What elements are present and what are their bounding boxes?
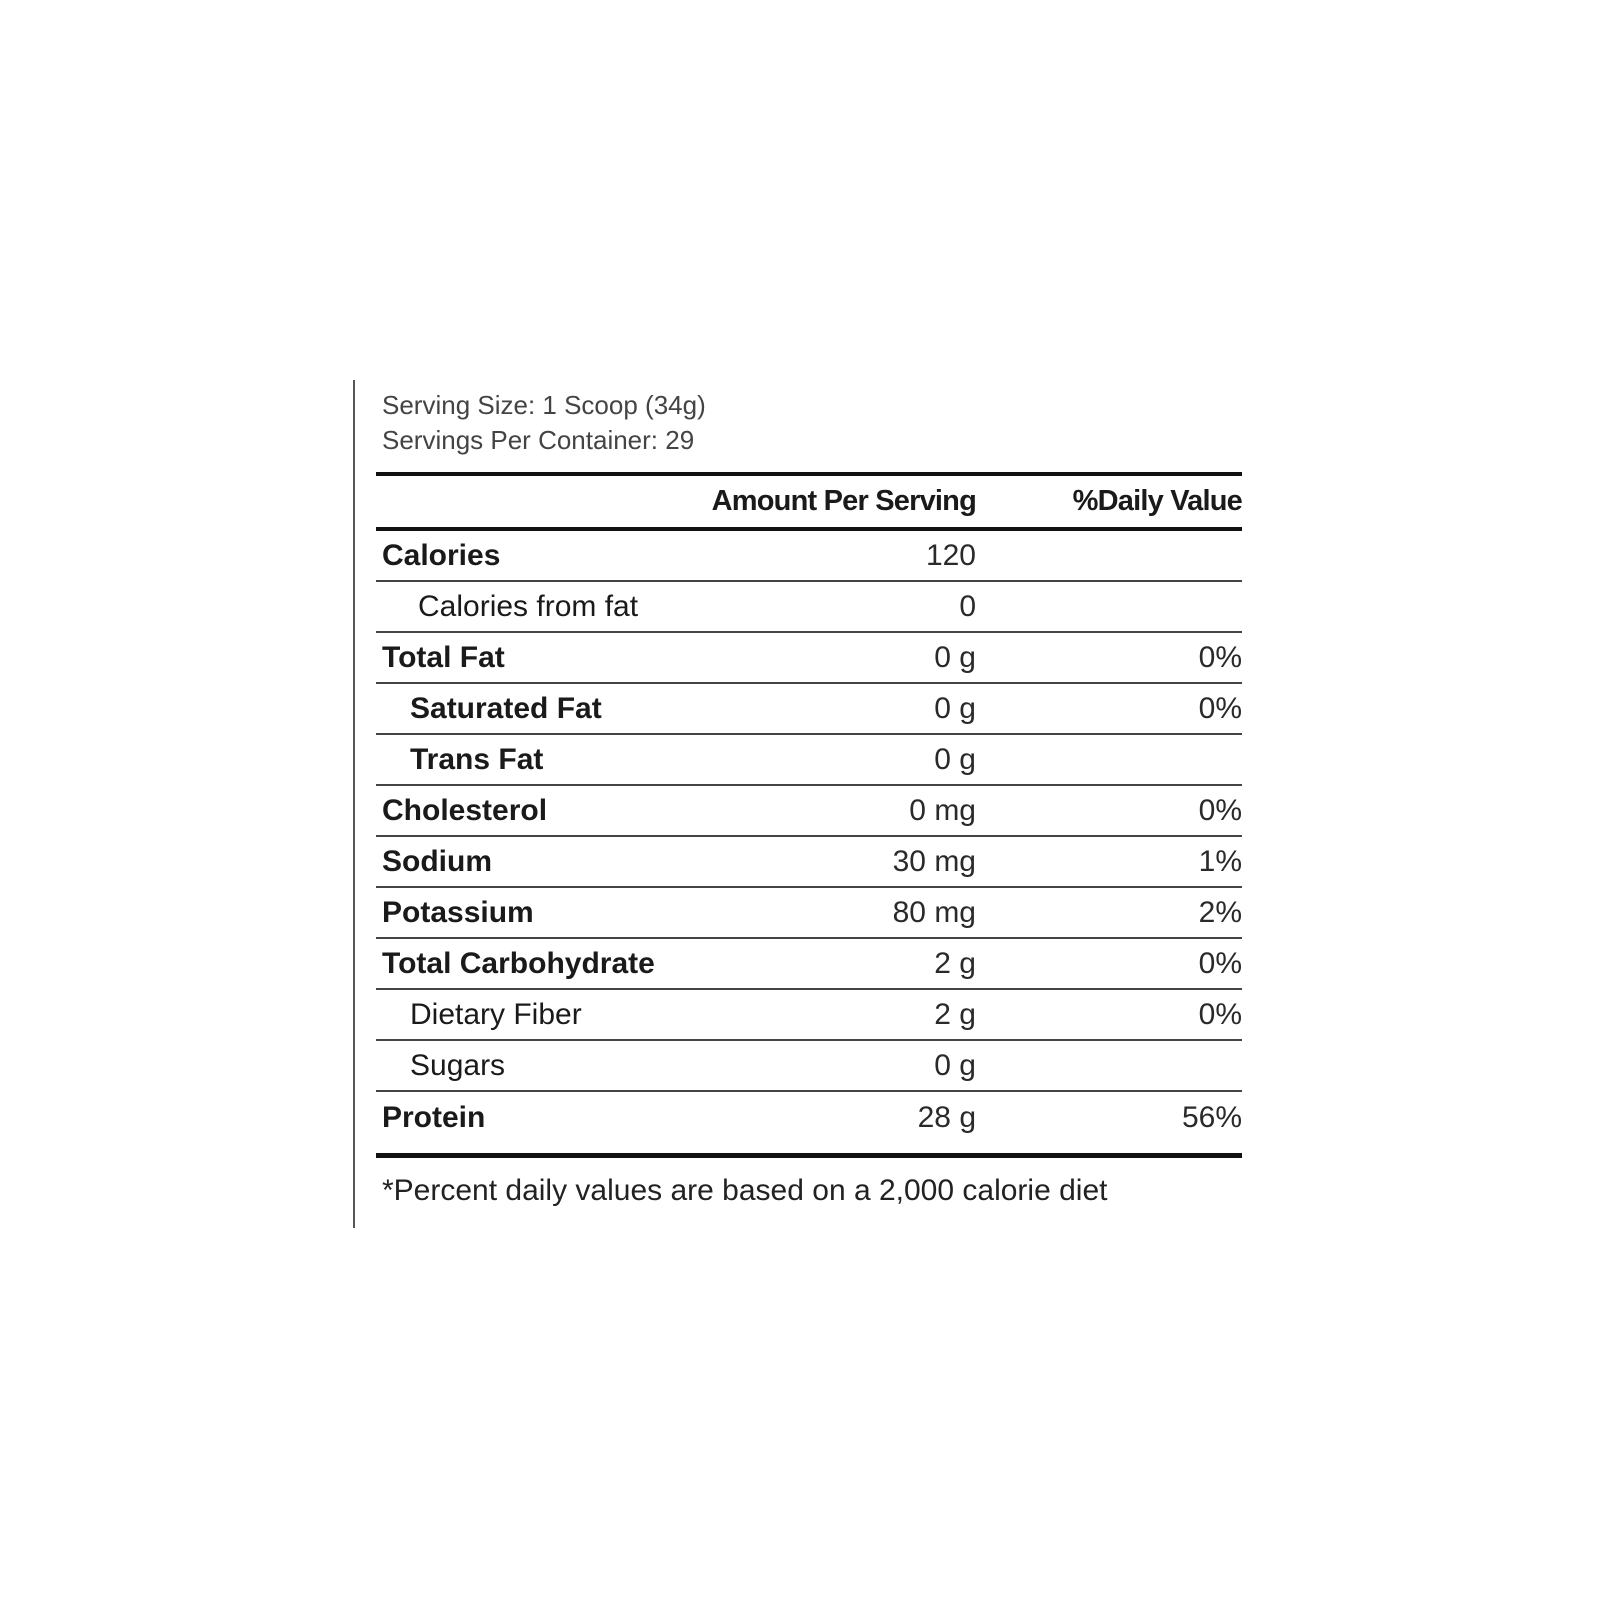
nutrient-name: Potassium bbox=[382, 895, 534, 929]
table-row-dietary-fiber bbox=[376, 990, 1242, 1041]
nutrient-name: Sugars bbox=[410, 1048, 506, 1082]
table-row-total-carbohydrate bbox=[376, 939, 1242, 990]
nutrient-name: Cholesterol bbox=[382, 793, 548, 827]
table-row-sodium bbox=[376, 837, 1242, 888]
nutrient-amount: 28 g bbox=[917, 1100, 976, 1134]
table-row-calories-from-fat bbox=[376, 582, 1242, 633]
nutrient-name: Total Carbohydrate bbox=[382, 946, 655, 980]
table-row-trans-fat bbox=[376, 735, 1242, 786]
nutrient-name: Total Fat bbox=[382, 640, 505, 674]
left-vertical-rule bbox=[353, 380, 355, 1228]
nutrient-amount: 80 mg bbox=[892, 895, 976, 929]
amount-per-serving-header: Amount Per Serving bbox=[711, 485, 976, 517]
nutrient-daily-value: 0% bbox=[1198, 997, 1242, 1031]
nutrient-amount: 120 bbox=[925, 538, 976, 572]
nutrient-daily-value: 2% bbox=[1198, 895, 1242, 929]
table-row-protein bbox=[376, 1092, 1242, 1143]
servings-per-container-text: Servings Per Container: 29 bbox=[382, 425, 695, 455]
nutrient-amount: 0 g bbox=[934, 742, 976, 776]
nutrition-facts-label bbox=[376, 388, 1242, 1208]
nutrient-amount: 30 mg bbox=[892, 844, 976, 878]
nutrient-name: Saturated Fat bbox=[410, 691, 602, 725]
nutrient-name: Sodium bbox=[382, 844, 492, 878]
table-row-sugars bbox=[376, 1041, 1242, 1092]
nutrient-daily-value: 56% bbox=[1181, 1100, 1242, 1134]
table-row-cholesterol bbox=[376, 786, 1242, 837]
nutrient-daily-value: 0% bbox=[1198, 691, 1242, 725]
nutrient-amount: 0 g bbox=[934, 640, 976, 674]
table-row-potassium bbox=[376, 888, 1242, 939]
nutrient-daily-value: 1% bbox=[1198, 844, 1242, 878]
nutrient-amount: 2 g bbox=[934, 946, 976, 980]
nutrient-daily-value: 0% bbox=[1198, 640, 1242, 674]
column-header-row bbox=[376, 476, 1242, 527]
footnote-text: *Percent daily values are based on a 2,000 calorie diet bbox=[382, 1174, 1108, 1207]
nutrient-amount: 0 bbox=[959, 589, 976, 623]
nutrient-name: Dietary Fiber bbox=[410, 997, 582, 1031]
table-row-calories bbox=[376, 531, 1242, 582]
bottom-thick-rule bbox=[376, 1153, 1242, 1158]
nutrient-amount: 0 mg bbox=[909, 793, 976, 827]
daily-value-header: %Daily Value bbox=[1072, 485, 1242, 517]
nutrient-daily-value: 0% bbox=[1198, 793, 1242, 827]
table-row-total-fat bbox=[376, 633, 1242, 684]
nutrient-name: Calories bbox=[382, 538, 501, 572]
serving-size-text: Serving Size: 1 Scoop (34g) bbox=[382, 390, 706, 420]
nutrient-amount: 2 g bbox=[934, 997, 976, 1031]
nutrient-amount: 0 g bbox=[934, 691, 976, 725]
nutrient-name: Trans Fat bbox=[410, 742, 544, 776]
table-row-saturated-fat bbox=[376, 684, 1242, 735]
nutrient-daily-value: 0% bbox=[1198, 946, 1242, 980]
nutrient-name: Calories from fat bbox=[418, 589, 639, 623]
nutrient-name: Protein bbox=[382, 1100, 486, 1134]
nutrient-amount: 0 g bbox=[934, 1048, 976, 1082]
